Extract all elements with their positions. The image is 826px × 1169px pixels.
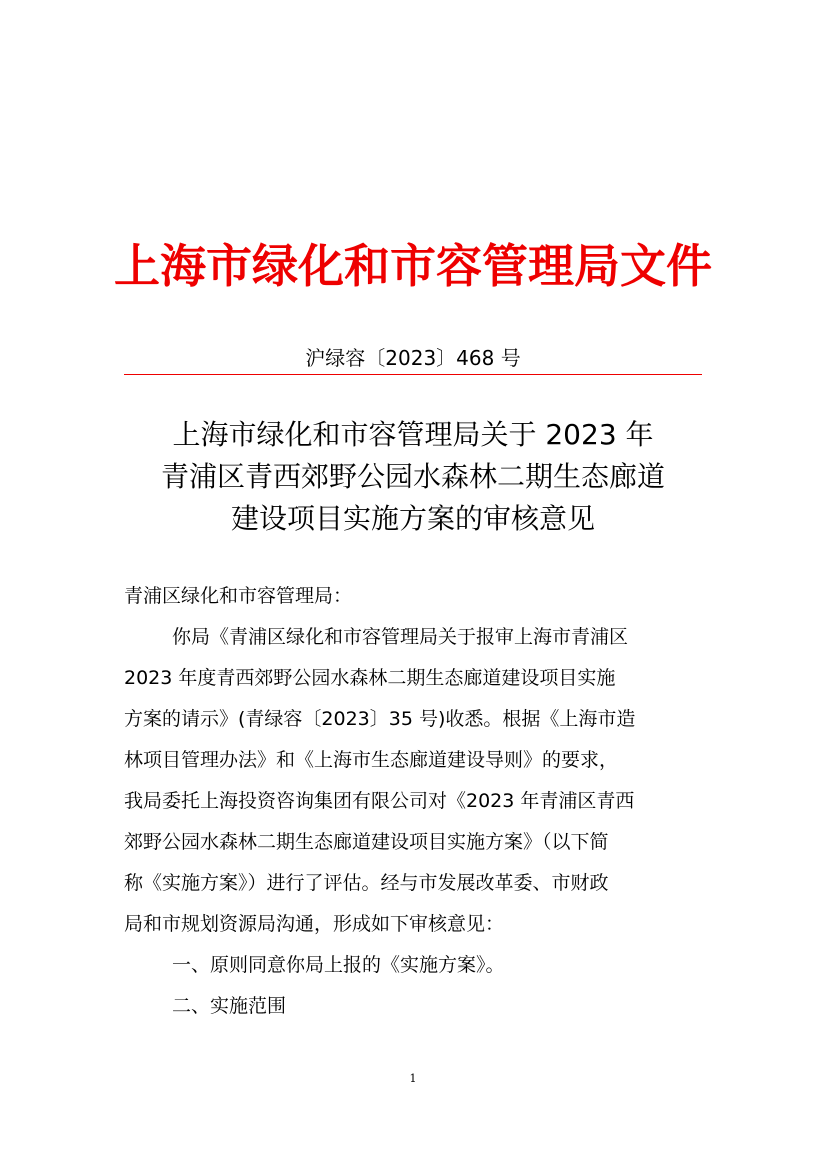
document-header-title: 上海市绿化和市容管理局文件 — [114, 239, 712, 293]
page-number: 1 — [409, 1072, 417, 1085]
body-line: 林项目管理办法》和《上海市生态廊道建设导则》的要求， — [124, 749, 619, 771]
body-line: 方案的请示》(青绿容〔2023〕35 号)收悉。根据《上海市造 — [124, 708, 636, 730]
body-line: 局和市规划资源局沟通，形成如下审核意见： — [124, 913, 505, 935]
section-item: 一、原则同意你局上报的《实施方案》。 — [172, 954, 505, 976]
body-line: 称《实施方案》）进行了评估。经与市发展改革委、市财政 — [124, 872, 609, 894]
document-title — [0, 414, 826, 540]
title-line: 上海市绿化和市容管理局关于 2023 年 — [172, 418, 654, 451]
body-line: 2023 年度青西郊野公园水森林二期生态廊道建设项目实施 — [124, 667, 616, 689]
addressee: 青浦区绿化和市容管理局： — [124, 585, 353, 607]
title-line: 青浦区青西郊野公园水森林二期生态廊道 — [160, 460, 665, 493]
document-body — [124, 576, 704, 1027]
header-divider — [124, 374, 702, 375]
body-line: 你局《青浦区绿化和市容管理局关于报审上海市青浦区 — [172, 626, 629, 648]
body-line: 郊野公园水森林二期生态廊道建设项目实施方案》（以下简 — [124, 831, 609, 853]
document-number: 沪绿容〔2023〕468 号 — [305, 346, 521, 370]
body-line: 我局委托上海投资咨询集团有限公司对《2023 年青浦区青西 — [124, 790, 635, 812]
title-line: 建设项目实施方案的审核意见 — [230, 502, 595, 535]
section-item: 二、实施范围 — [172, 995, 287, 1017]
